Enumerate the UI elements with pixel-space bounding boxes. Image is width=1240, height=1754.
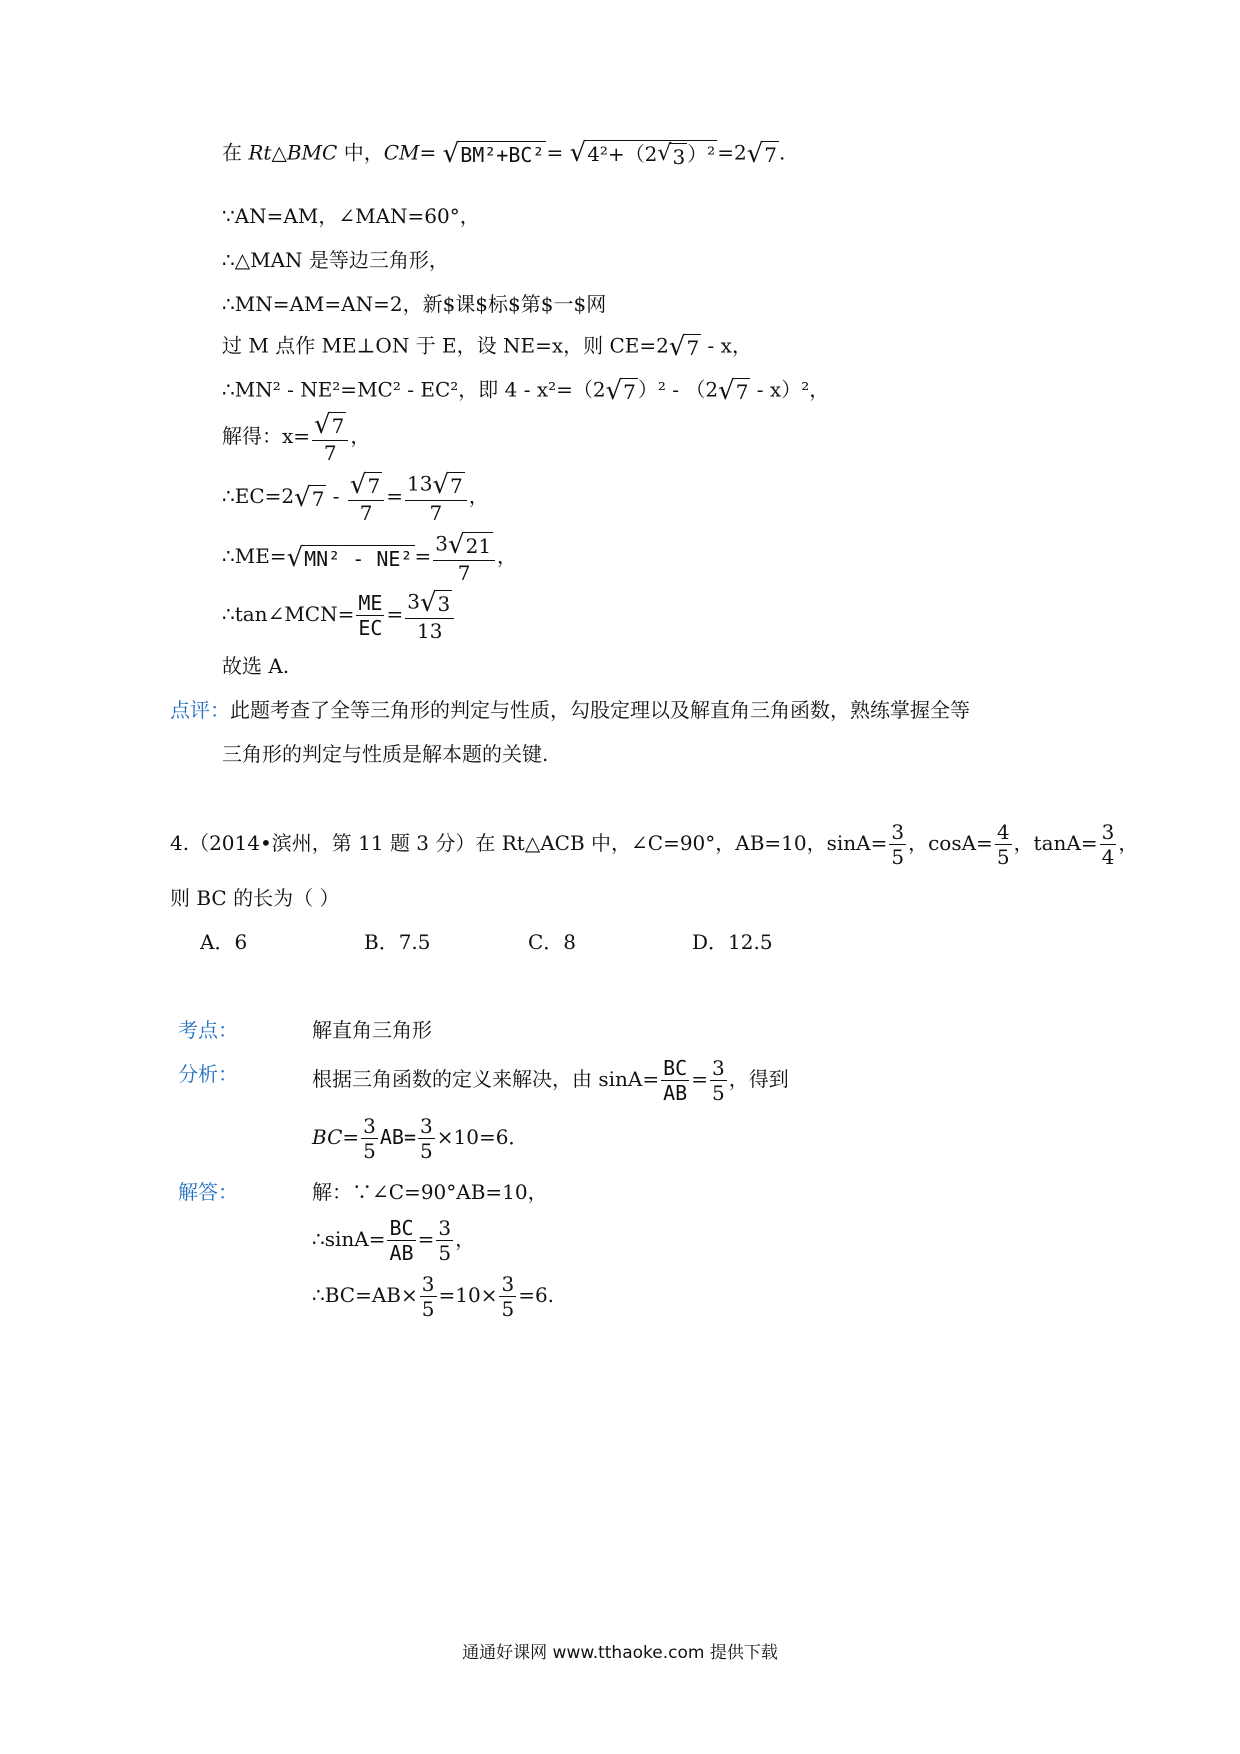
fraction <box>995 822 1012 867</box>
text: = <box>546 140 564 165</box>
text: = <box>414 544 432 568</box>
text: ）² - （2 <box>637 377 719 402</box>
text: BMC <box>286 140 338 165</box>
sqrt-expression: √ 7 <box>294 482 325 513</box>
text: = <box>419 140 437 165</box>
option-a: A．6 <box>200 930 248 954</box>
option-c: C．8 <box>528 930 577 954</box>
numerator: 3 <box>407 589 420 614</box>
text: ， <box>1118 831 1139 855</box>
text: ×10=6． <box>436 1125 529 1149</box>
denominator: 7 <box>429 501 443 525</box>
fraction: √ 7 7 <box>312 412 348 463</box>
radicand: 7 <box>735 380 749 404</box>
option-d: D．12.5 <box>692 930 773 954</box>
page-footer: 通通好课网 www.tthaoke.com 提供下载 <box>462 1643 778 1663</box>
text: 4.（2014•滨州，第 11 题 3 分）在 Rt△ACB 中，∠C=90°，AB=10，sinA= <box>170 831 888 855</box>
text: ∴MN² - NE²=MC² - EC²，即 4 - x²=（2 <box>222 377 606 402</box>
fraction <box>420 1274 437 1319</box>
text: ，tanA= <box>1013 831 1098 855</box>
denominator: EC <box>358 616 383 640</box>
option-b: B．7.5 <box>364 930 431 954</box>
text: CM <box>383 140 420 165</box>
numerator: 13 <box>406 471 433 496</box>
radicand: 7 <box>311 486 325 511</box>
text: =2 <box>717 140 747 165</box>
text: - <box>326 484 346 508</box>
text: ， <box>468 484 489 508</box>
proof-line-9 <box>222 532 517 583</box>
text: 根据三角函数的定义来解决，由 sinA= <box>312 1067 660 1091</box>
fenxi-line-2 <box>312 1116 528 1161</box>
fenxi-line-1 <box>312 1058 789 1103</box>
text: ， <box>497 544 518 568</box>
text: . <box>779 140 786 165</box>
denominator: 7 <box>323 441 337 465</box>
proof-line-10 <box>222 590 456 641</box>
proof-line-11: 故选 A. <box>222 654 290 678</box>
fenxi-label: 分析： <box>178 1062 238 1086</box>
comment-label: 点评： <box>170 698 230 722</box>
text: 中， <box>337 140 384 165</box>
jieda-line-3 <box>312 1274 554 1319</box>
text: 过 M 点作 ME⊥ON 于 E，设 NE=x，则 CE=2 <box>222 333 669 358</box>
sqrt-expression: √ 7 <box>718 376 749 406</box>
kaodian-label: 考点： <box>178 1018 238 1042</box>
fraction <box>356 593 384 638</box>
fraction: 13 √ 7 7 <box>405 472 467 523</box>
radicand: 7 <box>623 380 636 404</box>
numerator: 3 <box>420 1114 433 1138</box>
fraction: √ 7 7 <box>348 472 384 523</box>
text: 此题考查了全等三角形的判定与性质，勾股定理以及解直角三角函数，熟练掌握全等 <box>230 698 970 722</box>
text: = <box>386 484 403 508</box>
radicand: BM²+BC² <box>460 143 545 167</box>
text: AB= <box>379 1125 416 1149</box>
text: ∴sinA= <box>312 1227 386 1251</box>
numerator: 3 <box>363 1114 376 1138</box>
text: = <box>386 602 404 626</box>
jieda-line-2 <box>312 1218 475 1263</box>
text: 解得：x= <box>222 424 311 448</box>
text: =6. <box>518 1283 555 1307</box>
proof-line-7 <box>222 412 370 463</box>
fraction <box>361 1116 378 1161</box>
text: ∴EC=2 <box>222 484 295 508</box>
text: ∴BC=AB× <box>312 1283 418 1307</box>
sqrt-expression: √ MN² - NE² <box>286 542 413 573</box>
proof-line-1 <box>222 140 785 168</box>
kaodian-text: 解直角三角形 <box>312 1018 432 1042</box>
proof-line-6 <box>222 378 829 404</box>
numerator: 7 <box>331 414 345 438</box>
text: ， <box>455 1227 476 1251</box>
text: ，得到 <box>728 1067 789 1091</box>
numerator: 3 <box>891 820 905 844</box>
denominator: 5 <box>891 845 905 869</box>
text: Rt <box>248 140 272 165</box>
proof-line-5 <box>222 334 752 360</box>
proof-line-8 <box>222 472 489 523</box>
proof-line-2: ∵AN=AM，∠MAN=60°， <box>222 204 480 228</box>
proof-line-4: ∴MN=AM=AN=2，新$课$标$第$一$网 <box>222 292 607 316</box>
numerator: 7 <box>367 474 381 498</box>
denominator: AB <box>389 1241 414 1265</box>
fraction <box>387 1218 415 1263</box>
fraction <box>661 1058 689 1103</box>
sqrt-expression: √ 7 <box>605 376 636 406</box>
comment-line-1 <box>170 700 970 720</box>
numerator: 3 <box>421 1272 435 1296</box>
radicand: 3 <box>672 145 686 169</box>
radicand: 7 <box>686 336 700 360</box>
text: - x）²， <box>750 377 830 402</box>
numerator: BC <box>663 1056 688 1080</box>
fraction <box>436 1218 453 1263</box>
radicand: 7 <box>764 143 778 167</box>
denominator: 4 <box>1101 845 1115 869</box>
numerator: 21 <box>465 534 492 558</box>
text: ∴ME= <box>222 544 287 568</box>
denominator: 5 <box>363 1139 376 1163</box>
text: ∴tan∠MCN= <box>222 602 355 626</box>
sqrt-expression: √ 7 <box>746 139 778 169</box>
jieda-label: 解答： <box>178 1180 238 1204</box>
question-4-stem-2: 则 BC 的长为（ ） <box>170 886 340 910</box>
sqrt-expression: √ BM²+BC² <box>442 139 545 169</box>
denominator: 5 <box>711 1081 725 1105</box>
denominator: AB <box>663 1081 688 1105</box>
text: = <box>691 1067 708 1091</box>
radicand: ）² <box>687 142 716 166</box>
text: ， <box>350 424 371 448</box>
triangle-symbol: △ <box>271 140 287 165</box>
sqrt-expression: √ 7 <box>668 332 700 362</box>
text: =10× <box>438 1283 498 1307</box>
fraction <box>418 1116 435 1161</box>
numerator: 7 <box>450 474 463 498</box>
text: = <box>417 1227 435 1251</box>
numerator: 3 <box>438 1216 452 1240</box>
denominator: 7 <box>457 561 471 585</box>
denominator: 13 <box>417 619 443 643</box>
numerator: 3 <box>711 1056 725 1080</box>
text: ，cosA= <box>908 831 993 855</box>
denominator: 5 <box>501 1297 515 1321</box>
jieda-line-1: 解：∵∠C=90°AB=10， <box>312 1180 548 1204</box>
numerator: BC <box>389 1216 414 1240</box>
numerator: 3 <box>435 531 449 556</box>
fraction <box>889 822 906 867</box>
fraction <box>499 1274 516 1319</box>
radicand: MN² - NE² <box>304 546 413 571</box>
sqrt-expression: √ 4²+（2 √ 3 ）² <box>569 138 716 169</box>
numerator: 3 <box>1101 820 1115 844</box>
text: 在 <box>222 140 249 165</box>
numerator: 4 <box>996 820 1010 844</box>
numerator: ME <box>358 591 383 615</box>
fraction <box>1100 822 1117 867</box>
radicand: 4²+（2 <box>587 142 658 166</box>
question-4-stem <box>170 822 1138 867</box>
text: - x， <box>701 333 752 358</box>
proof-line-3: ∴△MAN 是等边三角形， <box>222 248 449 272</box>
comment-line-2: 三角形的判定与性质是解本题的关键. <box>222 742 549 766</box>
denominator: 5 <box>996 845 1010 869</box>
denominator: 5 <box>438 1241 452 1265</box>
fraction <box>710 1058 727 1103</box>
denominator: 5 <box>421 1297 435 1321</box>
denominator: 7 <box>359 501 373 525</box>
fraction: 3 √ 21 7 <box>433 532 495 583</box>
fraction: 3 √ 3 13 <box>405 590 454 641</box>
denominator: 5 <box>420 1139 433 1163</box>
numerator: 3 <box>501 1272 515 1296</box>
text: BC= <box>312 1125 360 1149</box>
numerator: 3 <box>437 592 451 616</box>
